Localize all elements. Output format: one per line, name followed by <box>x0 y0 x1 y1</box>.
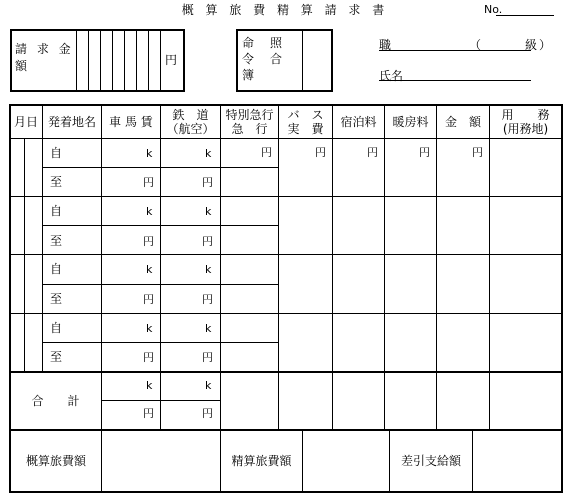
order-reference-label-line1: 命 照 <box>242 36 285 50</box>
to-label: 至 <box>50 175 63 189</box>
column-header-purpose <box>490 105 561 138</box>
km-unit: k <box>205 379 212 392</box>
form-title: 概 算 旅 費 精 算 請 求 書 <box>181 3 389 17</box>
from-label: 自 <box>50 262 63 276</box>
column-header-rail-line2: （航空） <box>166 121 215 136</box>
col-line-heating <box>384 104 385 429</box>
column-header-bus <box>279 105 332 138</box>
estimated-travel-amount-label: 概算旅費額 <box>25 453 86 468</box>
col-line-purpose <box>489 104 490 429</box>
claim-amount-label-line1: 請 求 金 <box>15 42 74 56</box>
column-header-car-fare: 車 馬 賃 <box>109 114 153 129</box>
column-header-amount: 金 額 <box>444 114 481 129</box>
position-rank-label: （ 級） <box>469 38 554 52</box>
yen-unit: 円 <box>202 293 213 306</box>
yen-unit: 円 <box>202 235 213 248</box>
column-header-purpose-line1: 用 務 <box>501 107 550 122</box>
yen-unit: 円 <box>315 146 326 159</box>
col-line-car <box>101 104 102 429</box>
km-unit: k <box>146 205 153 218</box>
yen-unit: 円 <box>143 407 154 420</box>
to-label: 至 <box>50 234 63 248</box>
km-unit: k <box>146 379 153 392</box>
km-unit: k <box>146 147 153 160</box>
col-line-rail <box>160 104 161 429</box>
col-line-lodging <box>332 104 333 429</box>
yen-unit: 円 <box>202 407 213 420</box>
group-divider <box>9 313 562 314</box>
column-header-rail <box>161 105 220 138</box>
yen-unit: 円 <box>261 146 272 159</box>
group-divider <box>9 196 562 197</box>
from-label: 自 <box>50 321 63 335</box>
from-label: 自 <box>50 146 63 160</box>
column-header-purpose-line2: (用務地) <box>502 121 549 136</box>
difference-payment-field[interactable] <box>473 430 561 491</box>
yen-unit: 円 <box>202 176 213 189</box>
column-header-month-day: 月日 <box>13 114 38 129</box>
settled-travel-amount-field[interactable] <box>303 430 389 491</box>
column-header-express-line2: 急 行 <box>231 121 268 136</box>
km-unit: k <box>205 205 212 218</box>
order-reference-label-line2: 令 合 <box>242 52 285 66</box>
column-header-express-line1: 特別急行 <box>225 107 274 122</box>
order-reference-label-line3: 簿 <box>242 68 257 82</box>
claim-yen-unit: 円 <box>164 53 177 67</box>
km-unit: k <box>146 322 153 335</box>
column-header-express <box>221 105 278 138</box>
yen-unit: 円 <box>143 176 154 189</box>
km-unit: k <box>146 263 153 276</box>
km-unit: k <box>205 263 212 276</box>
table-border-right <box>561 104 563 493</box>
yen-unit: 円 <box>367 146 378 159</box>
col-line-place <box>42 104 43 371</box>
yen-unit: 円 <box>472 146 483 159</box>
name-label: 氏名 <box>379 69 404 83</box>
yen-unit: 円 <box>143 235 154 248</box>
month-day-split <box>24 138 25 371</box>
column-header-place: 発着地名 <box>47 114 96 129</box>
column-header-bus-line2: 実 費 <box>287 121 324 136</box>
claim-amount-label-line2: 額 <box>15 59 31 73</box>
estimated-travel-amount-field[interactable] <box>102 430 220 491</box>
position-label: 職 <box>379 38 392 52</box>
column-header-bus-line1: バ ス <box>287 107 324 122</box>
total-label: 合 計 <box>31 393 80 408</box>
column-header-rail-line1: 鉄 道 <box>172 107 209 122</box>
group-divider <box>9 254 562 255</box>
table-border-bottom <box>9 491 562 493</box>
yen-unit: 円 <box>202 351 213 364</box>
km-unit: k <box>205 322 212 335</box>
difference-payment-label: 差引支給額 <box>400 453 461 468</box>
from-label: 自 <box>50 204 63 218</box>
to-label: 至 <box>50 292 63 306</box>
settled-travel-amount-label: 精算旅費額 <box>231 453 292 468</box>
yen-unit: 円 <box>143 351 154 364</box>
document-number-label: No. <box>484 3 503 16</box>
km-unit: k <box>205 147 212 160</box>
to-label: 至 <box>50 350 63 364</box>
yen-unit: 円 <box>143 293 154 306</box>
header-divider <box>9 138 562 139</box>
col-line-amount <box>436 104 437 429</box>
col-line-bus <box>278 104 279 429</box>
column-header-lodging: 宿泊料 <box>340 114 377 129</box>
col-line-express <box>220 104 221 429</box>
column-header-heating: 暖房料 <box>392 114 429 129</box>
yen-unit: 円 <box>419 146 430 159</box>
